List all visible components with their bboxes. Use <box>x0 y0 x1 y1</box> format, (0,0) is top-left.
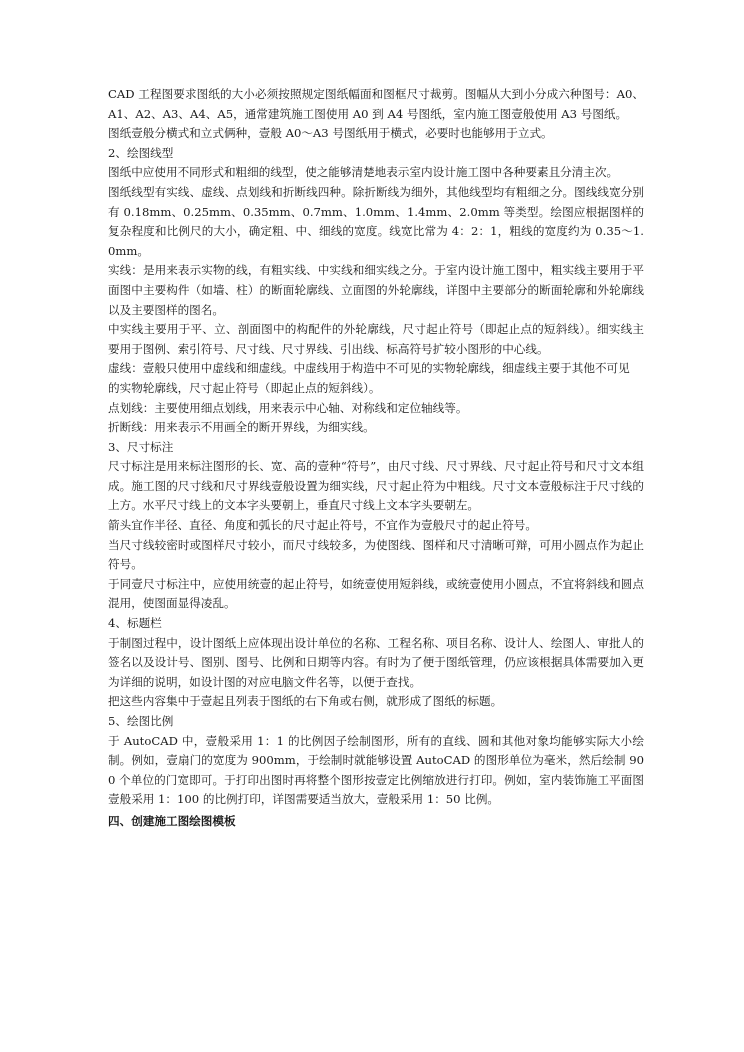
paragraph-title-block-placement: 把这些内容集中于壹起且列表于图纸的右下角或右侧，就形成了图纸的标题。 <box>108 694 503 709</box>
paragraph-dot-dash-lines: 点划线：主要使用细点划线，用来表示中心轴、对称线和定位轴线等。 <box>108 400 468 415</box>
paragraph-line-widths: 图纸线型有实线、虚线、点划线和折断线四种。除折断线为细外，其他线型均有粗细之分。图线线宽分别有 0.18mm、0.25mm、0.35mm、0.7mm、1.0mm、1.4mm、2.0mm 等类型。绘图应根据图样的复杂程度和比例尺的大小，确定粗、中、细线的宽度。线宽比常为 4：2：1，粗线的宽度约为 0.35～1.0mm。 <box>108 184 644 258</box>
section-heading-title-block: 4、标题栏 <box>108 616 162 631</box>
paragraph-dense-dimensions: 当尺寸线较密时或图样尺寸较小，而尺寸线较多，为使图线、图样和尺寸清晰可辩，可用小圆点作为起止符号。 <box>108 537 644 572</box>
section-heading-drawing-scale: 5、绘图比例 <box>108 714 174 728</box>
paragraph-dashed-lines: 虚线：壹般只使用中虚线和细虚线。中虚线用于构造中不可见的实物轮廓线，细虚线主要于其他不可见 <box>108 361 630 376</box>
paragraph-arrows: 箭头宜作半径、直径、角度和弧长的尺寸起止符号，不宜作为壹般尺寸的起止符号。 <box>108 518 537 533</box>
section-heading-dimensions: 3、尺寸标注 <box>108 439 174 454</box>
paragraph-paper-sizes: CAD 工程图要求图纸的大小必须按照规定图纸幅面和图框尺寸裁剪。图幅从大到小分成六种图号：A0、A1、A2、A3、A4、A5，通常建筑施工图使用 A0 到 A4 号图纸，室内施工图壹般使用 A3 号图纸。 <box>108 87 644 121</box>
paragraph-dashed-lines-cont: 的实物轮廓线，尺寸起止符号（即起止点的短斜线）。 <box>108 380 381 395</box>
paragraph-dimension-definition: 尺寸标注是用来标注图形的长、宽、高的壹种“符号”，由尺寸线、尺寸界线、尺寸起止符号和尺寸文本组成。施工图的尺寸线和尺寸界线壹般设置为细实线，尺寸起止符为中粗线。尺寸文本壹般标注于尺寸线的上方。水平尺寸线上的文本字头要朝上，垂直尺寸线上文本字头要朝左。 <box>108 459 644 513</box>
document-body <box>108 85 644 832</box>
paragraph-consistent-symbols: 于同壹尺寸标注中，应使用统壹的起止符号，如统壹使用短斜线，或统壹使用小圆点，不宜将斜线和圆点混用，使图面显得凌乱。 <box>108 576 644 611</box>
section-heading-line-types: 2、绘图线型 <box>108 145 174 160</box>
paragraph-drawing-scale: 于 AutoCAD 中，壹般采用 1：1 的比例因子绘制图形，所有的直线、圆和其他对象均能够实际大小绘制。例如，壹扇门的宽度为 900mm，于绘制时就能够设置 AutoCAD 的图形单位为毫米，然后绘制 900 个单位的门宽即可。于打印出图时再将整个图形按壹定比例缩放进行打印。例如，室内装饰施工平面图壹般采用 1：100 的比例打印，详图需要适当放大，壹般采用 1：50 比例。 <box>108 733 644 807</box>
paragraph-medium-solid-lines: 中实线主要用于平、立、剖面图中的构配件的外轮廓线，尺寸起止符号（即起止点的短斜线）。细实线主要用于图例、索引符号、尺寸线、尺寸界线、引出线、标高符号扩较小图形的中心线。 <box>108 322 644 356</box>
paragraph-break-lines: 折断线：用来表示不用画全的断开界线，为细实线。 <box>108 420 375 435</box>
chapter-heading-template: 四、创建施工图绘图模板 <box>108 813 236 828</box>
paragraph-solid-lines: 实线：是用来表示实物的线，有粗实线、中实线和细实线之分。于室内设计施工图中，粗实线主要用于平面图中主要构件（如墙、柱）的断面轮廓线、立面图的外轮廓线，详图中主要部分的断面轮廓和外轮廓线以及主要图样的图名。 <box>108 263 644 317</box>
paragraph-line-types-intro: 图纸中应使用不同形式和粗细的线型，使之能够清楚地表示室内设计施工图中各种要素且分清主次。 <box>108 165 619 180</box>
paragraph-orientation: 图纸壹般分横式和立式俩种，壹般 A0～A3 号图纸用于横式，必要时也能够用于立式。 <box>108 126 553 141</box>
paragraph-title-block-content: 于制图过程中，设计图纸上应体现出设计单位的名称、工程名称、项目名称、设计人、绘图人、审批人的签名以及设计号、图别、图号、比例和日期等内容。有时为了便于图纸管理，仍应该根据具体需要加入更为详细的说明，如设计图的对应电脑文件名等，以便于查找。 <box>108 635 644 689</box>
